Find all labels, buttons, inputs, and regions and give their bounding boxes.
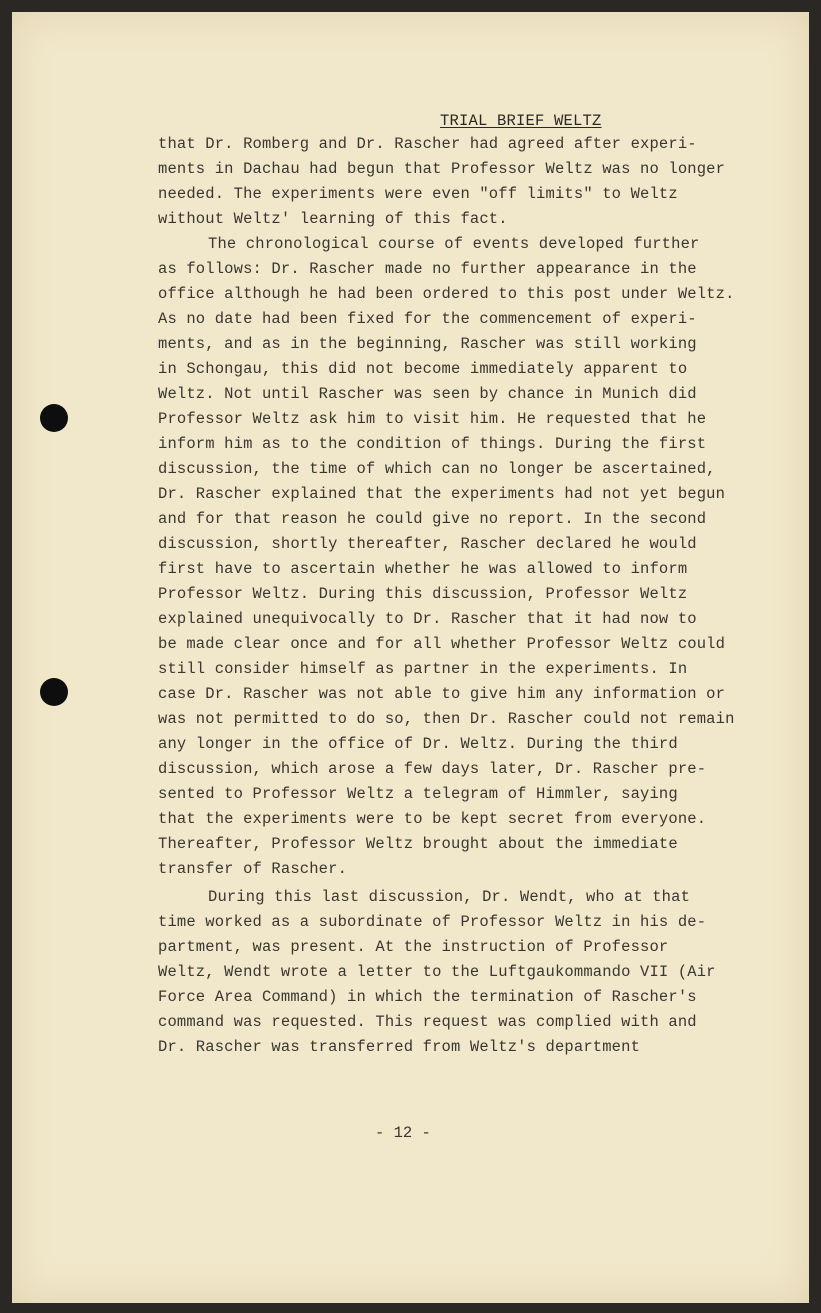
text-line: sented to Professor Weltz a telegram of Himmler, saying [158,785,678,803]
text-line: still consider himself as partner in the experiments. In [158,660,688,678]
text-line: case Dr. Rascher was not able to give him any information or [158,685,726,703]
text-line: Weltz. Not until Rascher was seen by chance in Munich did [158,385,697,403]
text-line: any longer in the office of Dr. Weltz. During the third [158,735,678,753]
text-line: ments in Dachau had begun that Professor Weltz was no longer [158,160,726,178]
text-line: first have to ascertain whether he was allowed to inform [158,560,688,578]
text-line: Weltz, Wendt wrote a letter to the Luftgaukommando VII (Air [158,963,716,981]
text-line: time worked as a subordinate of Professor Weltz in his de- [158,913,707,931]
punch-hole [40,678,68,706]
text-line: that the experiments were to be kept secret from everyone. [158,810,707,828]
text-line: Force Area Command) in which the termination of Rascher's [158,988,697,1006]
text-line: partment, was present. At the instruction of Professor [158,938,669,956]
text-line: discussion, which arose a few days later, Dr. Rascher pre- [158,760,707,778]
page-number: - 12 - [375,1124,431,1142]
text-line: Thereafter, Professor Weltz brought about the immediate [158,835,678,853]
text-line: as follows: Dr. Rascher made no further appearance in the [158,260,697,278]
text-line: office although he had been ordered to this post under Weltz. [158,285,735,303]
document-page [12,12,809,1303]
text-line: in Schongau, this did not become immediately apparent to [158,360,688,378]
text-line: command was requested. This request was complied with and [158,1013,697,1031]
text-line: The chronological course of events developed further [208,235,700,253]
text-line: Dr. Rascher was transferred from Weltz's department [158,1038,641,1056]
text-line: Dr. Rascher explained that the experiments had not yet begun [158,485,726,503]
text-line: was not permitted to do so, then Dr. Rascher could not remain [158,710,735,728]
text-line: Professor Weltz. During this discussion, Professor Weltz [158,585,688,603]
text-line: be made clear once and for all whether Professor Weltz could [158,635,726,653]
text-line: ments, and as in the beginning, Rascher was still working [158,335,697,353]
text-line: During this last discussion, Dr. Wendt, who at that [208,888,691,906]
text-line: discussion, the time of which can no longer be ascertained, [158,460,716,478]
page-title: TRIAL BRIEF WELTZ [440,112,602,130]
punch-hole [40,404,68,432]
text-line: inform him as to the condition of things. During the first [158,435,707,453]
text-line: needed. The experiments were even "off limits" to Weltz [158,185,678,203]
text-line: that Dr. Romberg and Dr. Rascher had agreed after experi- [158,135,697,153]
text-line: Professor Weltz ask him to visit him. He requested that he [158,410,707,428]
text-line: discussion, shortly thereafter, Rascher declared he would [158,535,697,553]
text-line: As no date had been fixed for the commencement of experi- [158,310,697,328]
text-line: and for that reason he could give no report. In the second [158,510,707,528]
text-line: without Weltz' learning of this fact. [158,210,508,228]
text-line: explained unequivocally to Dr. Rascher that it had now to [158,610,697,628]
text-line: transfer of Rascher. [158,860,348,878]
